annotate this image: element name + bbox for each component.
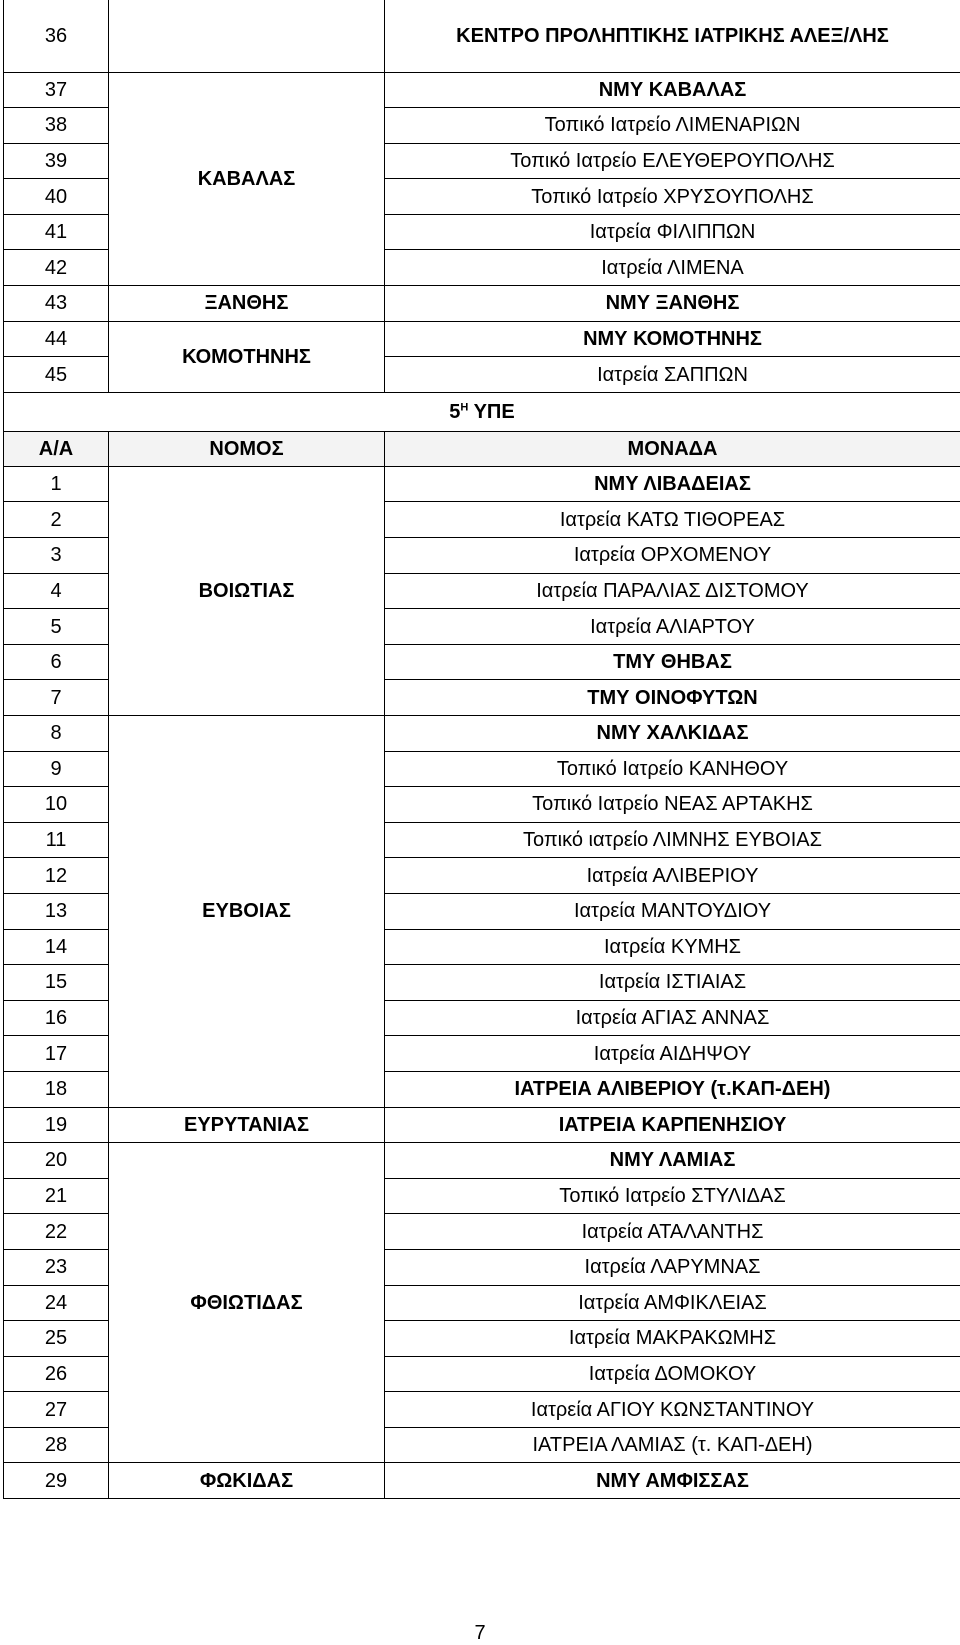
row-number: 38 <box>4 108 109 144</box>
unit-name: ΤΜΥ ΘΗΒΑΣ <box>385 644 960 680</box>
unit-name: Τοπικό Ιατρείο ΧΡΥΣΟΥΠΟΛΗΣ <box>385 179 960 215</box>
row-number: 4 <box>4 573 109 609</box>
table-row <box>4 0 960 72</box>
table-row <box>4 321 960 357</box>
unit-name: ΙΑΤΡΕΙΑ ΑΛΙΒΕΡΙΟΥ (τ.ΚΑΠ-ΔΕΗ) <box>385 1071 960 1107</box>
row-number: 39 <box>4 143 109 179</box>
unit-name: Ιατρεία ΟΡΧΟΜΕΝΟΥ <box>385 538 960 574</box>
row-number: 18 <box>4 1071 109 1107</box>
section-title-row <box>4 392 960 431</box>
unit-name: Ιατρεία ΔΟΜΟΚΟΥ <box>385 1356 960 1392</box>
unit-name: ΝΜΥ ΚΑΒΑΛΑΣ <box>385 72 960 108</box>
row-number: 19 <box>4 1107 109 1143</box>
row-number: 27 <box>4 1392 109 1428</box>
unit-name: Ιατρεία ΑΤΑΛΑΝΤΗΣ <box>385 1214 960 1250</box>
unit-name: Ιατρεία ΜΑΚΡΑΚΩΜΗΣ <box>385 1321 960 1357</box>
row-number: 21 <box>4 1178 109 1214</box>
unit-name: ΝΜΥ ΛΑΜΙΑΣ <box>385 1143 960 1179</box>
unit-name: Ιατρεία ΚΥΜΗΣ <box>385 929 960 965</box>
units-table-body <box>4 0 960 1499</box>
table-row <box>4 72 960 108</box>
row-number: 1 <box>4 466 109 502</box>
unit-name: Τοπικό ιατρείο ΛΙΜΝΗΣ ΕΥΒΟΙΑΣ <box>385 822 960 858</box>
row-number: 25 <box>4 1321 109 1357</box>
header-aa: Α/Α <box>4 431 109 466</box>
row-number: 10 <box>4 787 109 823</box>
row-number: 41 <box>4 214 109 250</box>
section-title-sup: Η <box>460 401 468 413</box>
row-number: 37 <box>4 72 109 108</box>
row-number: 22 <box>4 1214 109 1250</box>
nomos-cell: ΞΑΝΘΗΣ <box>109 286 385 322</box>
nomos-cell: ΕΥΡΥΤΑΝΙΑΣ <box>109 1107 385 1143</box>
nomos-cell: ΦΩΚΙΔΑΣ <box>109 1463 385 1499</box>
nomos-cell <box>109 0 385 72</box>
unit-name: Ιατρεία ΜΑΝΤΟΥΔΙΟΥ <box>385 893 960 929</box>
unit-name: Τοπικό Ιατρείο ΣΤΥΛΙΔΑΣ <box>385 1178 960 1214</box>
row-number: 24 <box>4 1285 109 1321</box>
row-number: 14 <box>4 929 109 965</box>
section-title-prefix: 5 <box>449 401 460 423</box>
row-number: 7 <box>4 680 109 716</box>
unit-name: ΝΜΥ ΛΙΒΑΔΕΙΑΣ <box>385 466 960 502</box>
unit-name: Ιατρεία ΑΜΦΙΚΛΕΙΑΣ <box>385 1285 960 1321</box>
row-number: 40 <box>4 179 109 215</box>
unit-name: Τοπικό Ιατρείο ΕΛΕΥΘΕΡΟΥΠΟΛΗΣ <box>385 143 960 179</box>
row-number: 45 <box>4 357 109 393</box>
nomos-cell: ΒΟΙΩΤΙΑΣ <box>109 466 385 715</box>
table-row <box>4 466 960 502</box>
unit-name: Τοπικό Ιατρείο ΛΙΜΕΝΑΡΙΩΝ <box>385 108 960 144</box>
units-table <box>3 0 960 1499</box>
header-unit: ΜΟΝΑΔΑ <box>385 431 960 466</box>
row-number: 29 <box>4 1463 109 1499</box>
row-number: 12 <box>4 858 109 894</box>
unit-name: Ιατρεία ΑΛΙΒΕΡΙΟΥ <box>385 858 960 894</box>
unit-name: ΙΑΤΡΕΙΑ ΛΑΜΙΑΣ (τ. ΚΑΠ-ΔΕΗ) <box>385 1427 960 1463</box>
row-number: 13 <box>4 893 109 929</box>
row-number: 2 <box>4 502 109 538</box>
table-row <box>4 716 960 752</box>
row-number: 9 <box>4 751 109 787</box>
unit-name: ΝΜΥ ΑΜΦΙΣΣΑΣ <box>385 1463 960 1499</box>
row-number: 43 <box>4 286 109 322</box>
unit-name: ΝΜΥ ΧΑΛΚΙΔΑΣ <box>385 716 960 752</box>
row-number: 44 <box>4 321 109 357</box>
unit-name: Ιατρεία ΚΑΤΩ ΤΙΘΟΡΕΑΣ <box>385 502 960 538</box>
row-number: 15 <box>4 965 109 1001</box>
row-number: 42 <box>4 250 109 286</box>
unit-name: Ιατρεία ΑΙΔΗΨΟΥ <box>385 1036 960 1072</box>
table-row <box>4 1143 960 1179</box>
unit-name: Ιατρεία ΑΓΙΑΣ ΑΝΝΑΣ <box>385 1000 960 1036</box>
table-row <box>4 1463 960 1499</box>
unit-name: Ιατρεία ΙΣΤΙΑΙΑΣ <box>385 965 960 1001</box>
unit-name: Τοπικό Ιατρείο ΚΑΝΗΘΟΥ <box>385 751 960 787</box>
unit-name: Τοπικό Ιατρείο ΝΕΑΣ ΑΡΤΑΚΗΣ <box>385 787 960 823</box>
row-number: 5 <box>4 609 109 645</box>
nomos-cell: ΚΑΒΑΛΑΣ <box>109 72 385 286</box>
unit-name: Ιατρεία ΦΙΛΙΠΠΩΝ <box>385 214 960 250</box>
row-number: 20 <box>4 1143 109 1179</box>
row-number: 6 <box>4 644 109 680</box>
row-number: 17 <box>4 1036 109 1072</box>
unit-name: Ιατρεία ΛΙΜΕΝΑ <box>385 250 960 286</box>
unit-name: Ιατρεία ΑΛΙΑΡΤΟΥ <box>385 609 960 645</box>
row-number: 3 <box>4 538 109 574</box>
header-nomos: ΝΟΜΟΣ <box>109 431 385 466</box>
unit-name: Ιατρεία ΛΑΡΥΜΝΑΣ <box>385 1249 960 1285</box>
page-number: 7 <box>0 1622 960 1645</box>
unit-name: ΙΑΤΡΕΙΑ ΚΑΡΠΕΝΗΣΙΟΥ <box>385 1107 960 1143</box>
row-number: 28 <box>4 1427 109 1463</box>
table-row <box>4 1107 960 1143</box>
row-number: 11 <box>4 822 109 858</box>
unit-name: ΝΜΥ ΞΑΝΘΗΣ <box>385 286 960 322</box>
unit-name: ΚΕΝΤΡΟ ΠΡΟΛΗΠΤΙΚΗΣ ΙΑΤΡΙΚΗΣ ΑΛΕΞ/ΛΗΣ <box>385 0 960 72</box>
unit-name: Ιατρεία ΑΓΙΟΥ ΚΩΝΣΤΑΝΤΙΝΟΥ <box>385 1392 960 1428</box>
unit-name: Ιατρεία ΠΑΡΑΛΙΑΣ ΔΙΣΤΟΜΟΥ <box>385 573 960 609</box>
unit-name: ΝΜΥ ΚΟΜΟΤΗΝΗΣ <box>385 321 960 357</box>
unit-name: ΤΜΥ ΟΙΝΟΦΥΤΩΝ <box>385 680 960 716</box>
row-number: 16 <box>4 1000 109 1036</box>
section-title <box>4 392 960 431</box>
nomos-cell: ΚΟΜΟΤΗΝΗΣ <box>109 321 385 392</box>
table-row <box>4 286 960 322</box>
nomos-cell: ΦΘΙΩΤΙΔΑΣ <box>109 1143 385 1463</box>
row-number: 8 <box>4 716 109 752</box>
section-title-suffix: ΥΠΕ <box>468 401 514 423</box>
table-header-row <box>4 431 960 466</box>
nomos-cell: ΕΥΒΟΙΑΣ <box>109 716 385 1108</box>
row-number: 23 <box>4 1249 109 1285</box>
row-number: 36 <box>4 0 109 72</box>
unit-name: Ιατρεία ΣΑΠΠΩΝ <box>385 357 960 393</box>
row-number: 26 <box>4 1356 109 1392</box>
